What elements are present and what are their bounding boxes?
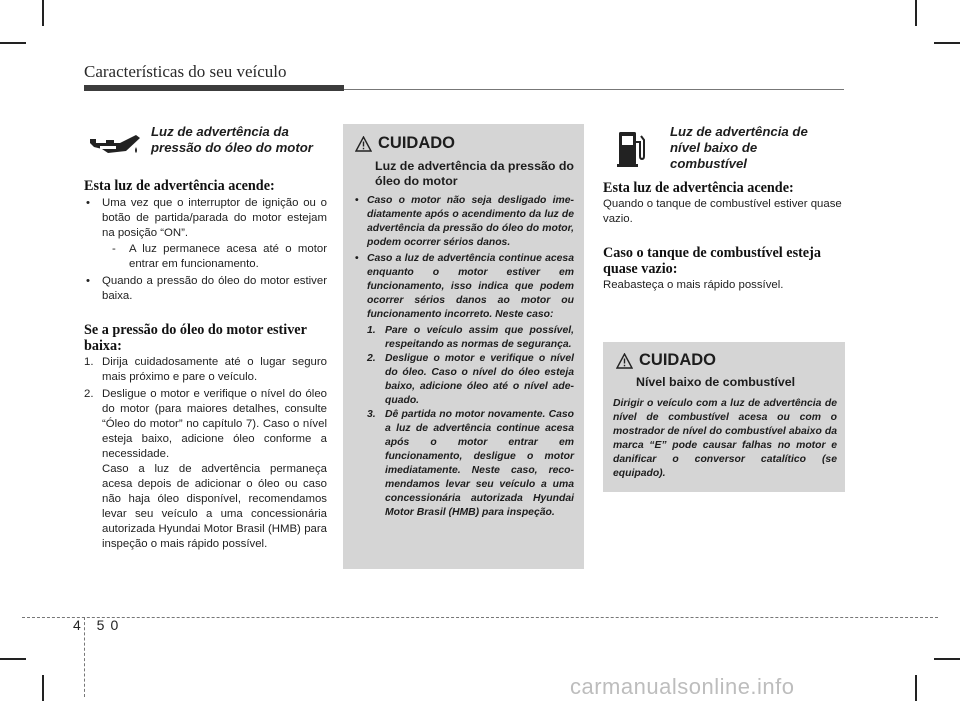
- caution-body: Dirigir o veículo com a luz de advertência de nível de combustível acesa ou com o mostrador de nível do combustível abaixo da marca “E” pode causar falhas no motor e danificar o conversor catalítico (se equipado).: [613, 398, 837, 479]
- caution-step: 3. Dê partida no motor novamente. Caso a luz de advertência continue acesa após o motor entrar em funcionamento, desligue o motor imediatamente. Neste caso, recomendamos levar seu veículo a uma concessionária autorizada Hyundai Motor Brasil (HMB) para inspeção.: [367, 409, 574, 518]
- crop-mark: [915, 0, 917, 26]
- footer-rule: [22, 617, 938, 618]
- header-bar: [84, 85, 344, 91]
- fuel-warning-title: Luz de advertência de nível baixo de combustível: [670, 124, 808, 171]
- caution-bullet-text: Caso a luz de advertência continue acesa enquanto o motor estiver em funcionamento, isso indica que podem ocorrer sérios danos ao motor ou funcionamento incorreto. Neste caso:: [367, 253, 574, 320]
- step-text: Desligue o motor e verifique o nível do óleo do motor (para maiores detalhes, consulte “Óleo do motor” no capítulo 7). Caso o nível esteja baixo, adicione óleo conforme a necessidade.: [102, 388, 327, 460]
- crop-mark: [42, 675, 44, 701]
- warning-triangle-icon: [355, 136, 372, 152]
- step-text: Dirija cuidadosamente até o lugar seguro mais próximo e pare o veículo.: [102, 356, 327, 383]
- list-item: [84, 196, 327, 272]
- caution-label: CUIDADO: [378, 134, 455, 152]
- step-text: Caso a luz de advertência permaneça acesa depois de adicionar o óleo ou caso não haja óleo disponível, recomendamos levar seu veículo a uma concessionária autorizada Hyundai Motor Brasil (HMB) para inspeção o mais rápido possível.: [102, 463, 327, 550]
- page-header-title: Características do seu veículo: [84, 62, 287, 81]
- caution-bullet: • Caso o motor não seja desligado imediatamente após o acendimento da luz de advertência da pressão do óleo do motor, podem ocorrer sérios danos.: [355, 194, 574, 250]
- caution-subtitle: Luz de advertência da pressão do óleo do motor: [375, 159, 575, 188]
- caution-box-oil: [343, 124, 584, 569]
- oil-lights-heading: Esta luz de advertência acende:: [84, 178, 275, 194]
- caution-subtitle: Nível baixo de combustível: [636, 375, 796, 389]
- crop-mark: [934, 658, 960, 660]
- caution-body: [355, 194, 574, 520]
- fuel-empty-heading: Caso o tanque de combustível esteja quase vazio:: [603, 245, 821, 277]
- crop-mark: [934, 42, 960, 44]
- caution-step-text: Dê partida no motor novamente. Caso a luz de advertência continue acesa após o motor entrar em funcionamento, desligue o motor imediatamente. Neste caso, recomendamos levar seu veículo a uma concessionária autorizada Hyundai Motor Brasil (HMB) para inspeção.: [385, 409, 574, 518]
- caution-label: CUIDADO: [639, 351, 716, 369]
- watermark: carmanualsonline.info: [570, 674, 795, 699]
- oil-step-list: [84, 355, 327, 554]
- crop-mark: [42, 0, 44, 26]
- list-item: 2. Desligue o motor e verifique o nível do óleo do motor (para maiores detalhes, consulte “Óleo do motor” no capítulo 7). Caso o nível esteja baixo, adicione óleo conforme a necessidade. Caso a luz de advertência permaneça acesa depois de adicionar o óleo ou caso não haja óleo disponível, recomendamos levar seu veículo a uma concessionária autorizada Hyundai Motor Brasil (HMB) para inspeção o mais rápido possível.: [84, 388, 327, 550]
- oil-bullet-list: [84, 196, 327, 306]
- caution-step: 1. Pare o veículo assim que possível, respeitando as normas de segurança.: [367, 325, 574, 350]
- fuel-lights-heading: Esta luz de advertência acende:: [603, 180, 794, 196]
- caution-step-text: Pare o veículo assim que possível, respeitando as normas de segurança.: [385, 325, 574, 350]
- fuel-empty-text: Reabasteça o mais rápido possível.: [603, 279, 784, 291]
- oil-low-heading: Se a pressão do óleo do motor estiver baixa:: [84, 322, 307, 354]
- fuel-lights-text: Quando o tanque de combustível estiver quase vazio.: [603, 198, 842, 225]
- sub-item-text: A luz permanece acesa até o motor entrar em funcionamento.: [129, 243, 327, 270]
- caution-bullet: [355, 252, 574, 322]
- list-item: 1. Dirija cuidadosamente até o lugar seguro mais próximo e pare o veículo.: [84, 356, 327, 383]
- crop-mark: [915, 675, 917, 701]
- oil-warning-title: Luz de advertência da pressão do óleo do motor: [151, 124, 313, 155]
- sub-item: - A luz permanece acesa até o motor entrar em funcionamento.: [112, 243, 327, 270]
- caution-step-text: Desligue o motor e verifique o nível do óleo. Caso o nível do óleo esteja baixo, adicione óleo até o nível adequado.: [385, 353, 574, 406]
- bullet-text: Quando a pressão do óleo do motor estiver baixa.: [102, 275, 327, 302]
- list-item: [84, 274, 327, 304]
- caution-step: 2. Desligue o motor e verifique o nível do óleo. Caso o nível do óleo esteja baixo, adicione óleo até o nível adequado.: [367, 353, 574, 406]
- bullet-text: Uma vez que o interruptor de ignição ou o botão de partida/parada do motor estejam na posição “ON”.: [102, 197, 327, 239]
- caution-header: [616, 351, 716, 370]
- caution-box-fuel: [603, 342, 845, 492]
- caution-header: [355, 134, 455, 153]
- page-number: 4 50: [73, 617, 125, 633]
- crop-mark: [0, 42, 26, 44]
- warning-triangle-icon: [616, 353, 633, 369]
- oil-can-icon: [86, 133, 144, 161]
- fuel-pump-icon: [617, 130, 647, 168]
- crop-mark: [0, 658, 26, 660]
